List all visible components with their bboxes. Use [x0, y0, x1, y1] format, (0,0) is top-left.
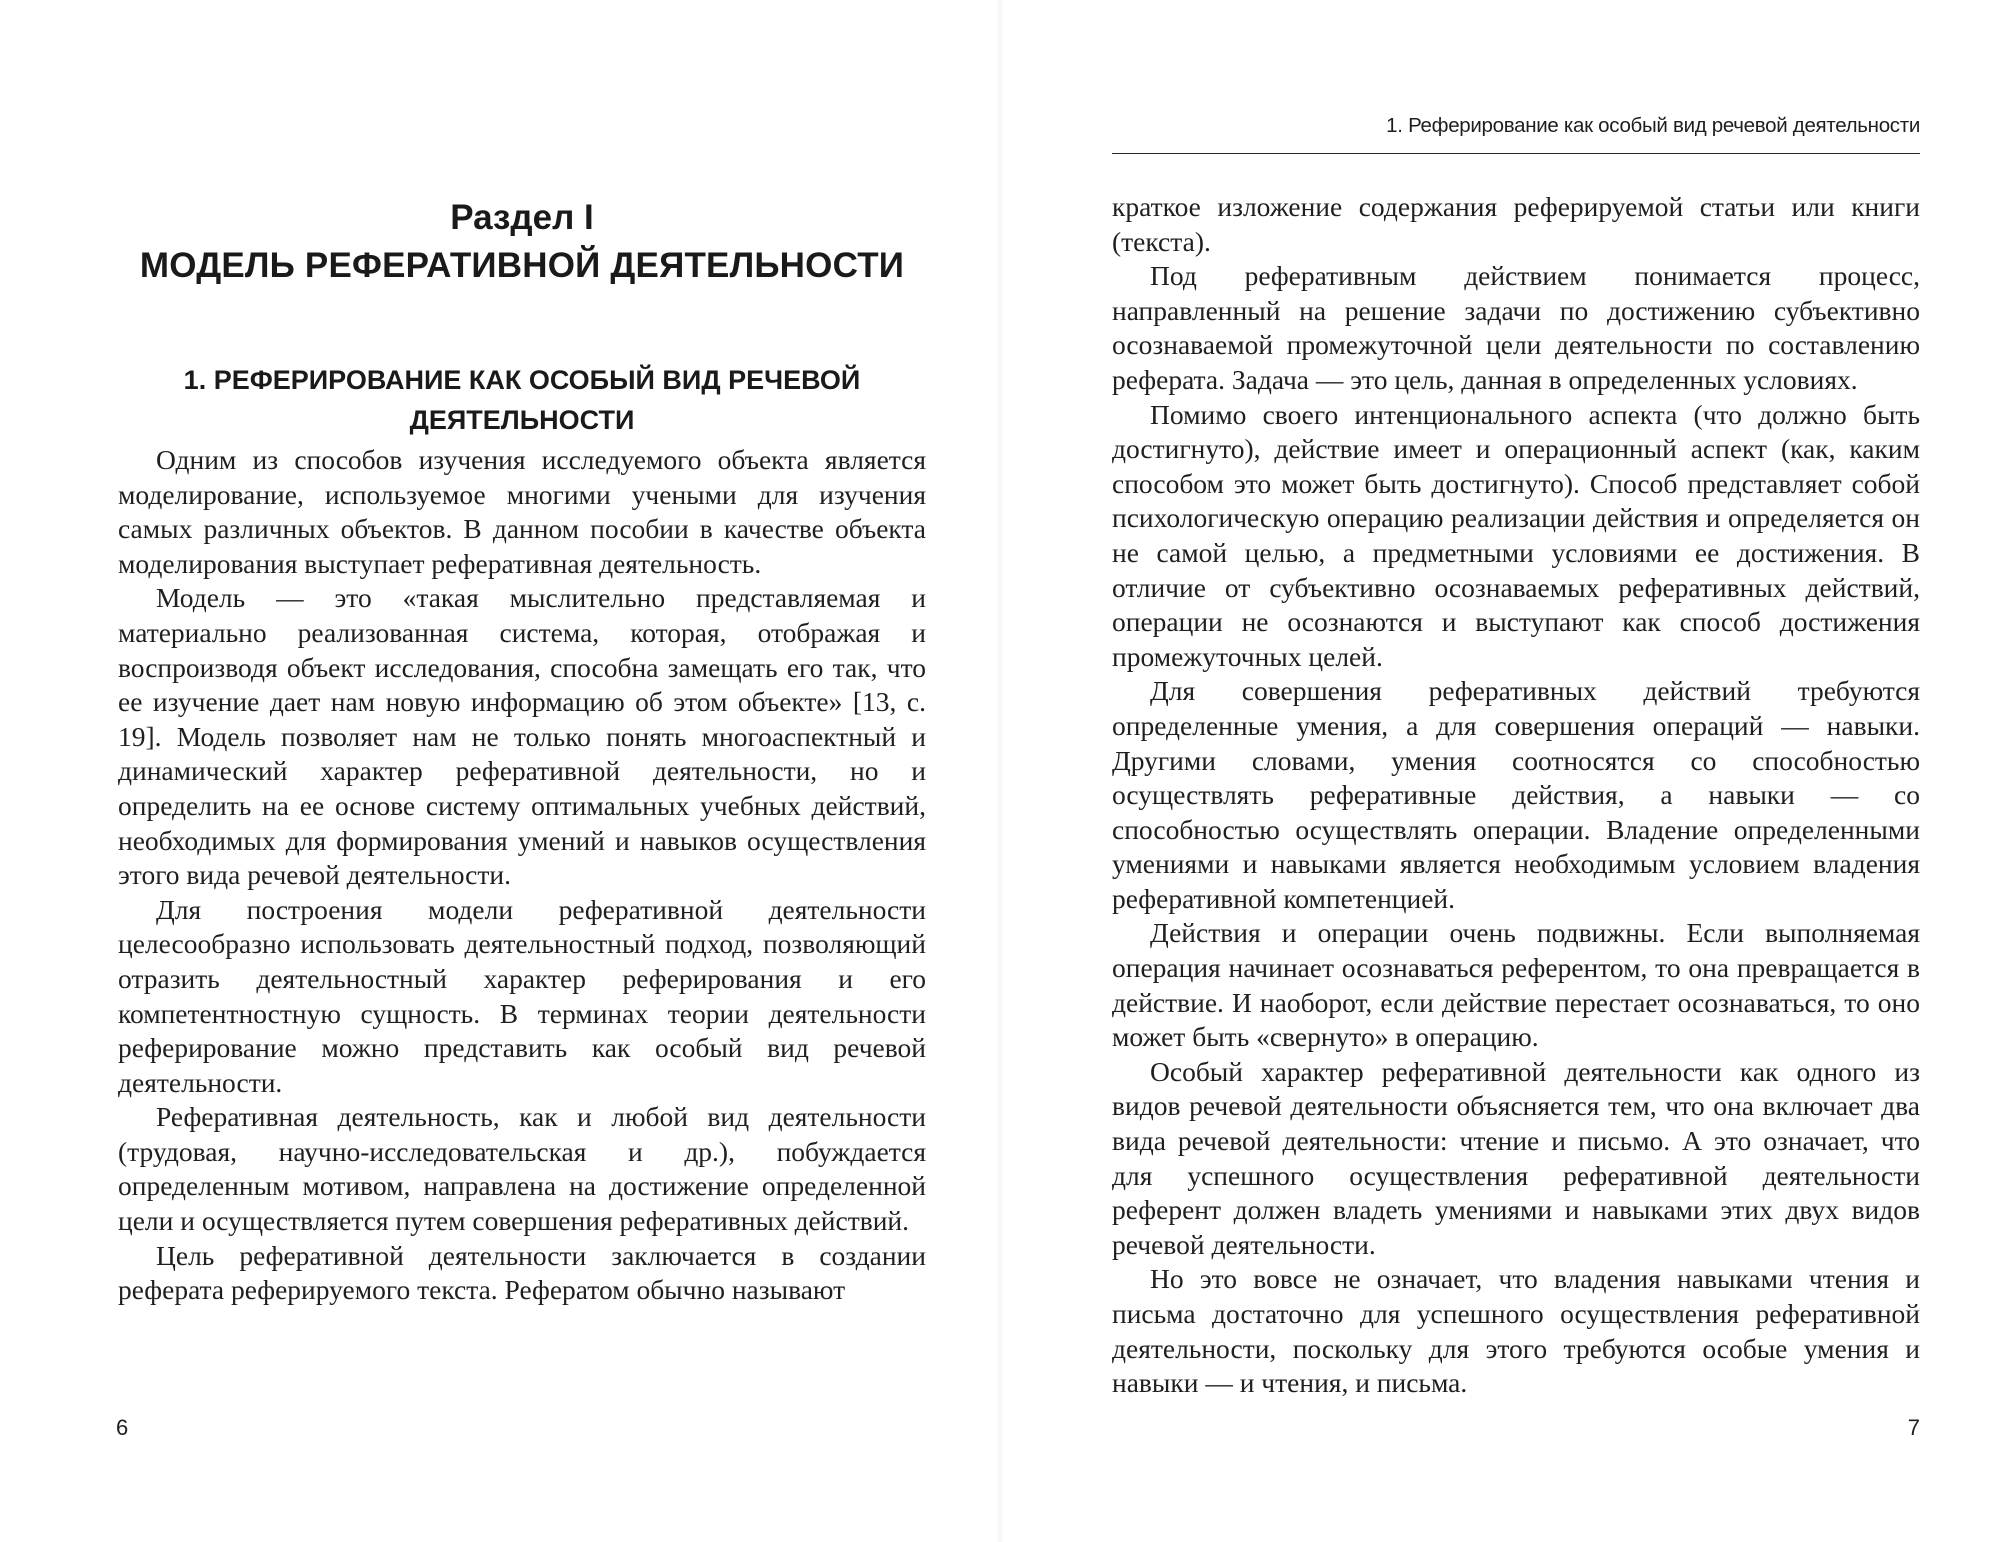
running-header: 1. Реферирование как особый вид речевой деятельности — [1386, 114, 1920, 137]
right-page — [1000, 0, 2000, 1542]
paragraph: Особый характер реферативной деятельности как одного из видов речевой деятельности объясняется тем, что она включает два вида речевой деятельности: чтение и письмо. А это означает, что для успешного осуществления реферативной деятельности референт должен владеть умениями и навыками этих двух видов речевой деятельности. — [1112, 1055, 1920, 1260]
paragraph: Но это вовсе не означает, что владения навыками чтения и письма достаточно для успешного осуществления реферативной деятельности, поскольку для этого требуются особые умения и навыки — и чтения, и письма. — [1112, 1263, 1920, 1399]
paragraph: Для построения модели реферативной деятельности целесообразно использовать деятельностный подход, позволяющий отразить деятельностный характер реферирования и его компетентностную сущность. В терминах теории деятельности реферирование можно представить как особый вид речевой деятельности. — [118, 893, 926, 1098]
paragraph: Реферативная деятельность, как и любой вид деятельности (трудовая, научно-исследовательская и др.), побуждается определенным мотивом, направлена на достижение определенной цели и осуществляется путем совершения реферативных действий. — [118, 1101, 926, 1237]
paragraph: Для совершения реферативных действий требуются определенные умения, а для совершения операций — навыки. Другими словами, умения соотносятся со способностью осуществлять реферативные действия, а навыки — со способностью осуществлять операции. Владение определенными умениями и навыками является необходимым условием владения реферативной компетенцией. — [1112, 675, 1920, 914]
paragraph: Модель — это «такая мыслительно представляемая и материально реализованная система, которая, отображая и воспроизводя объект исследования, способна замещать его так, что ее изучение дает нам новую информацию об этом объекте» [13, с. 19]. Модель позволяет нам не только понять многоаспектный и динамический характер реферативной деятельности, но и определить на ее основе систему оптимальных учебных действий, необходимых для формирования умений и навыков осуществления этого вида речевой деятельности. — [118, 582, 926, 891]
paragraph: Под реферативным действием понимается процесс, направленный на решение задачи по достижению субъективно осознаваемой промежуточной цели деятельности по составлению реферата. Задача — это цель, данная в определенных условиях. — [1112, 260, 1920, 395]
chapter-title: 1. РЕФЕРИРОВАНИЕ КАК ОСОБЫЙ ВИД РЕЧЕВОЙ ДЕЯТЕЛЬНОСТИ — [183, 365, 861, 435]
left-page-body — [118, 443, 926, 1308]
header-rule — [1112, 153, 1920, 154]
paragraph: Действия и операции очень подвижны. Если выполняемая операция начинает осознаваться референтом, то она превращается в действие. И наоборот, если действие перестает осознаваться, то оно может быть «свернуто» в операцию. — [1112, 917, 1920, 1053]
section-title: МОДЕЛЬ РЕФЕРАТИВНОЙ ДЕЯТЕЛЬНОСТИ — [139, 246, 905, 285]
section-label: Раздел I — [450, 198, 594, 237]
paragraph: Помимо своего интенционального аспекта (что должно быть достигнуто), действие имеет и операционный аспект (как, каким способом это может быть достигнуто). Способ представляет собой психологическую операцию реализации действия и определяется он не самой целью, а предметными условиями ее достижения. В отличие от субъективно осознаваемых реферативных действий, операции не осознаются и выступают как способ достижения промежуточных целей. — [1112, 398, 1920, 672]
paragraph-continuation: краткое изложение содержания реферируемой статьи или книги (текста). — [1112, 191, 1920, 257]
paragraph: Цель реферативной деятельности заключается в создании реферата реферируемого текста. Рефератом обычно называют — [118, 1239, 926, 1306]
paragraph: Одним из способов изучения исследуемого объекта является моделирование, используемое многими учеными для изучения самых различных объектов. В данном пособии в качестве объекта моделирования выступает реферативная деятельность. — [118, 444, 926, 579]
right-page-body — [1112, 190, 1920, 1401]
page-number: 6 — [116, 1415, 129, 1440]
page-number: 7 — [1907, 1415, 1920, 1440]
